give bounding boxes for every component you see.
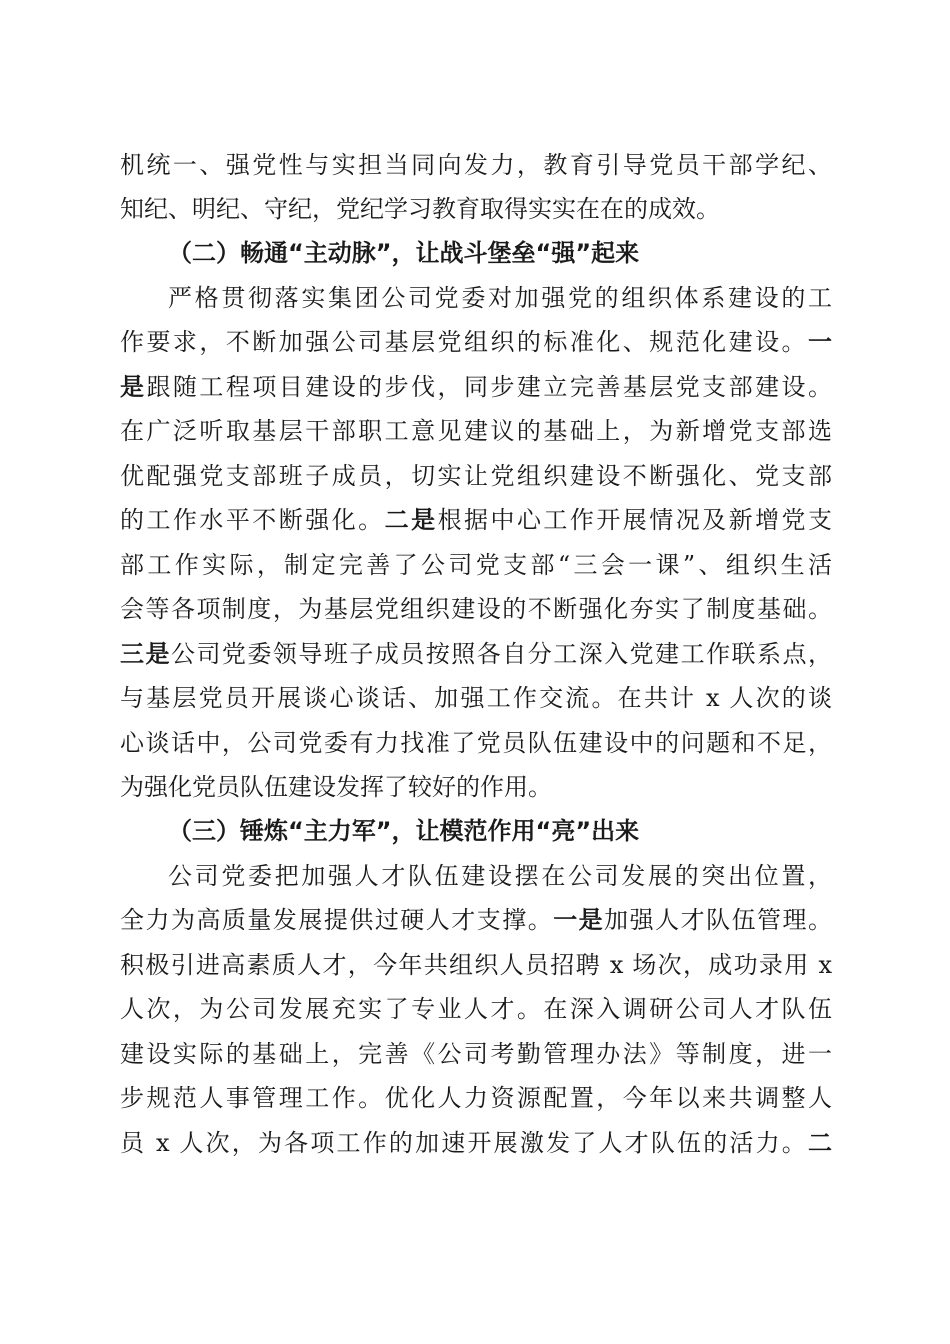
body-text: 跟随工程项目建设的步伐，同步建立完善基层党支部建设。 [146, 373, 833, 401]
body-text: 为强化党员队伍建设发挥了较好的作用。 [120, 773, 552, 801]
body-text: 人次，为公司发展充实了专业人才。在深入调研公司人才队伍 [120, 995, 832, 1023]
body-line [120, 1039, 832, 1069]
paragraph-first-line [168, 283, 832, 313]
body-line [120, 150, 832, 180]
body-line [120, 372, 832, 402]
ordinal-marker: 一 [808, 328, 832, 356]
heading-text: （三）锤炼“主力军”，让模范作用“亮”出来 [168, 817, 640, 845]
body-text: 机统一、强党性与实担当同向发力，教育引导党员干部学纪、 [120, 151, 832, 179]
body-line [120, 772, 832, 802]
body-line [120, 461, 832, 491]
body-text: 严格贯彻落实集团公司党委对加强党的组织体系建设的工 [168, 284, 832, 312]
body-text: 积极引进高素质人才，今年共组织人员招聘 x 场次，成功录用 x [120, 951, 832, 979]
paragraph-first-line [168, 861, 832, 891]
body-line [120, 950, 832, 980]
section-heading-3 [168, 816, 832, 846]
body-text: 在广泛听取基层干部职工意见建议的基础上，为新增党支部选 [120, 417, 832, 445]
body-text: 优配强党支部班子成员，切实让党组织建设不断强化、党支部 [120, 462, 832, 490]
body-line [120, 728, 832, 758]
body-text: 会等各项制度，为基层党组织建设的不断强化夯实了制度基础。 [120, 595, 832, 623]
body-text: 作要求，不断加强公司基层党组织的标准化、规范化建设。 [120, 328, 808, 356]
body-text: 公司党委领导班子成员按照各自分工深入党建工作联系点， [170, 640, 833, 668]
body-line [120, 639, 832, 669]
body-line [120, 683, 832, 713]
body-text: 建设实际的基础上，完善《公司考勤管理办法》等制度，进一 [120, 1040, 832, 1068]
body-text: 步规范人事管理工作。优化人力资源配置，今年以来共调整人 [120, 1084, 832, 1112]
ordinal-marker: 一是 [553, 906, 605, 934]
ordinal-marker: 二 [808, 1129, 832, 1157]
body-line [120, 1083, 832, 1113]
ordinal-marker: 是 [120, 373, 147, 401]
body-line [120, 505, 832, 535]
ordinal-marker: 三是 [120, 640, 171, 668]
body-text: 全力为高质量发展提供过硬人才支撑。 [120, 906, 554, 934]
body-line [120, 994, 832, 1024]
body-line [120, 594, 832, 624]
body-text: 加强人才队伍管理。 [604, 906, 833, 934]
body-text: 公司党委把加强人才队伍建设摆在公司发展的突出位置， [168, 862, 832, 890]
body-text: 与基层党员开展谈心谈话、加强工作交流。在共计 x 人次的谈 [120, 684, 832, 712]
body-text: 知纪、明纪、守纪，党纪学习教育取得实实在在的成效。 [120, 195, 720, 223]
heading-text: （二）畅通“主动脉”，让战斗堡垒“强”起来 [168, 239, 640, 267]
ordinal-marker: 二是 [384, 506, 438, 534]
body-line [120, 1128, 832, 1158]
section-heading-2 [168, 238, 832, 268]
body-line [120, 905, 832, 935]
body-line [120, 327, 832, 357]
body-line [120, 194, 832, 224]
body-line [120, 416, 832, 446]
body-text: 的工作水平不断强化。 [120, 506, 385, 534]
body-text: 心谈话中，公司党委有力找准了党员队伍建设中的问题和不足， [120, 729, 832, 757]
body-text: 根据中心工作开展情况及新增党支 [437, 506, 833, 534]
body-text: 部工作实际，制定完善了公司党支部“三会一课”、组织生活 [120, 551, 832, 579]
body-text: 员 x 人次，为各项工作的加速开展激发了人才队伍的活力。 [120, 1129, 808, 1157]
body-line [120, 550, 832, 580]
